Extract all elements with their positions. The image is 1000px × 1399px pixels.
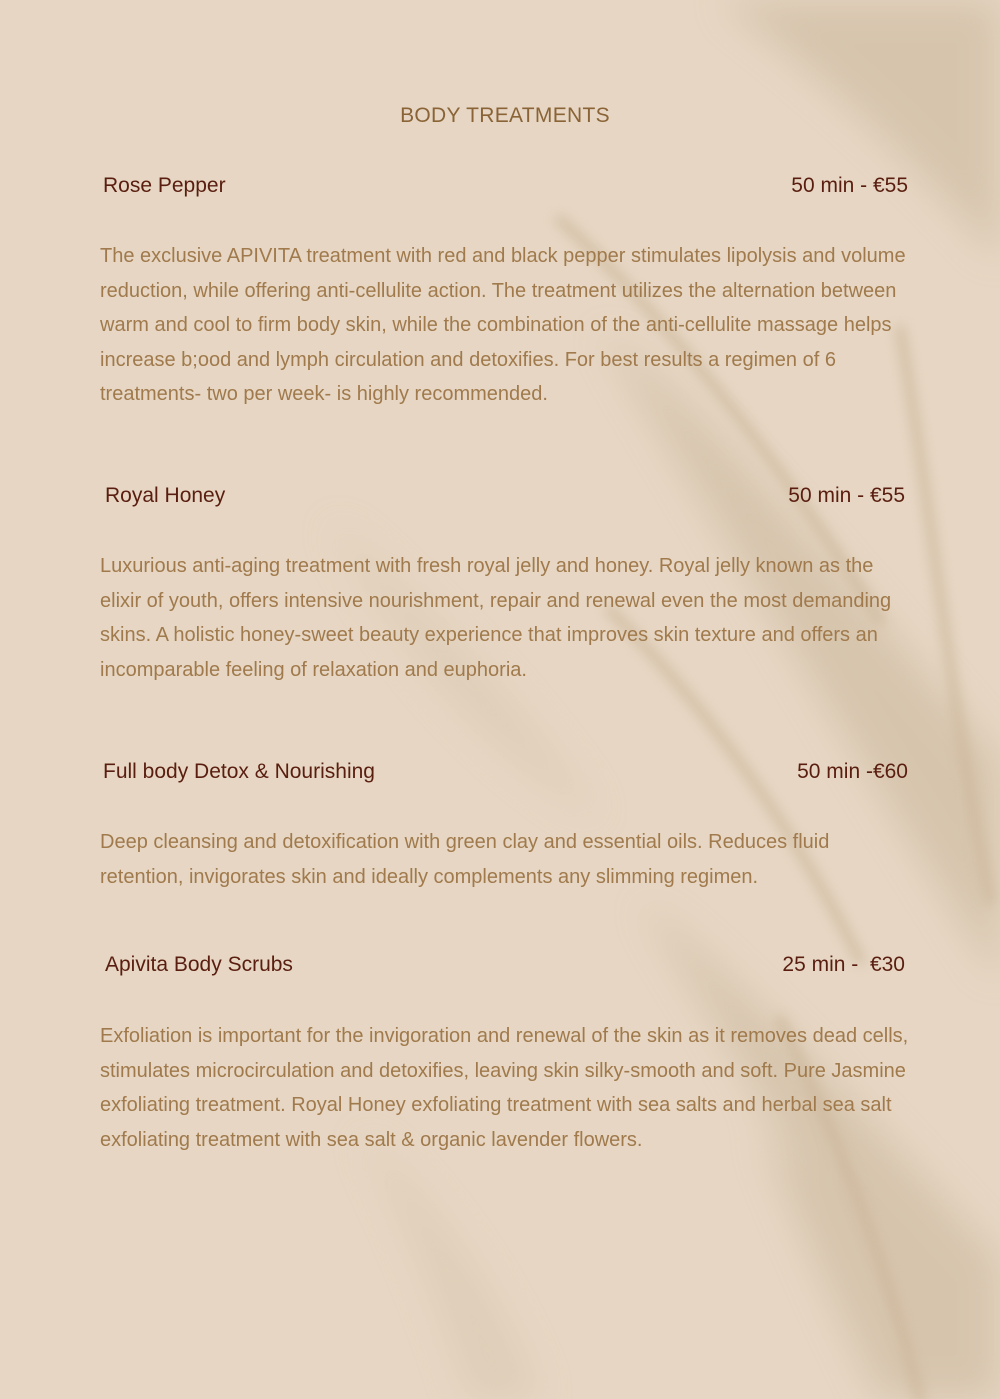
treatment-description: Deep cleansing and detoxification with green clay and essential oils. Reduces fluid retention, invigorates skin and ideally complements any slimming regimen. [100,831,830,888]
treatment-description: Exfoliation is important for the invigoration and renewal of the skin as it removes dead cells, stimulates microcirculation and detoxifies, leaving skin silky-smooth and soft. Pure Jasmine exfoliating treatment. Royal Honey exfoliating treatment with sea salts and herbal sea salt exfoliating treatment with sea salt & organic lavender flowers. [100,1025,909,1151]
treatment-price: 50 min - €55 [791,174,908,197]
treatment-price: 25 min - €30 [782,953,905,976]
treatment-description: Luxurious anti-aging treatment with fresh royal jelly and honey. Royal jelly known as the elixir of youth, offers intensive nourishment, repair and renewal even the most demanding skins. A holistic honey-sweet beauty experience that improves skin texture and offers an incomparable feeling of relaxation and euphoria. [100,555,892,681]
treatment-name: Royal Honey [105,484,226,507]
treatment-price: 50 min -€60 [797,760,908,783]
treatment-name: Full body Detox & Nourishing [103,760,375,783]
treatment-price: 50 min - €55 [788,484,905,507]
treatment-name: Apivita Body Scrubs [105,953,293,976]
treatment-header-full-body-detox [100,760,908,790]
page-title: BODY TREATMENTS [400,104,610,127]
treatment-name: Rose Pepper [103,174,226,197]
treatment-description: The exclusive APIVITA treatment with red and black pepper stimulates lipolysis and volume reduction, while offering anti-cellulite action. The treatment utilizes the alternation between warm and cool to firm body skin, while the combination of the anti-cellulite massage helps increase b;ood and lymph circulation and detoxifies. For best results a regimen of 6 treatments- two per week- is highly recommended. [100,245,906,405]
treatment-header-rose-pepper [100,174,908,204]
treatment-header-apivita-body-scrubs [102,953,905,983]
treatment-header-royal-honey [102,484,905,514]
